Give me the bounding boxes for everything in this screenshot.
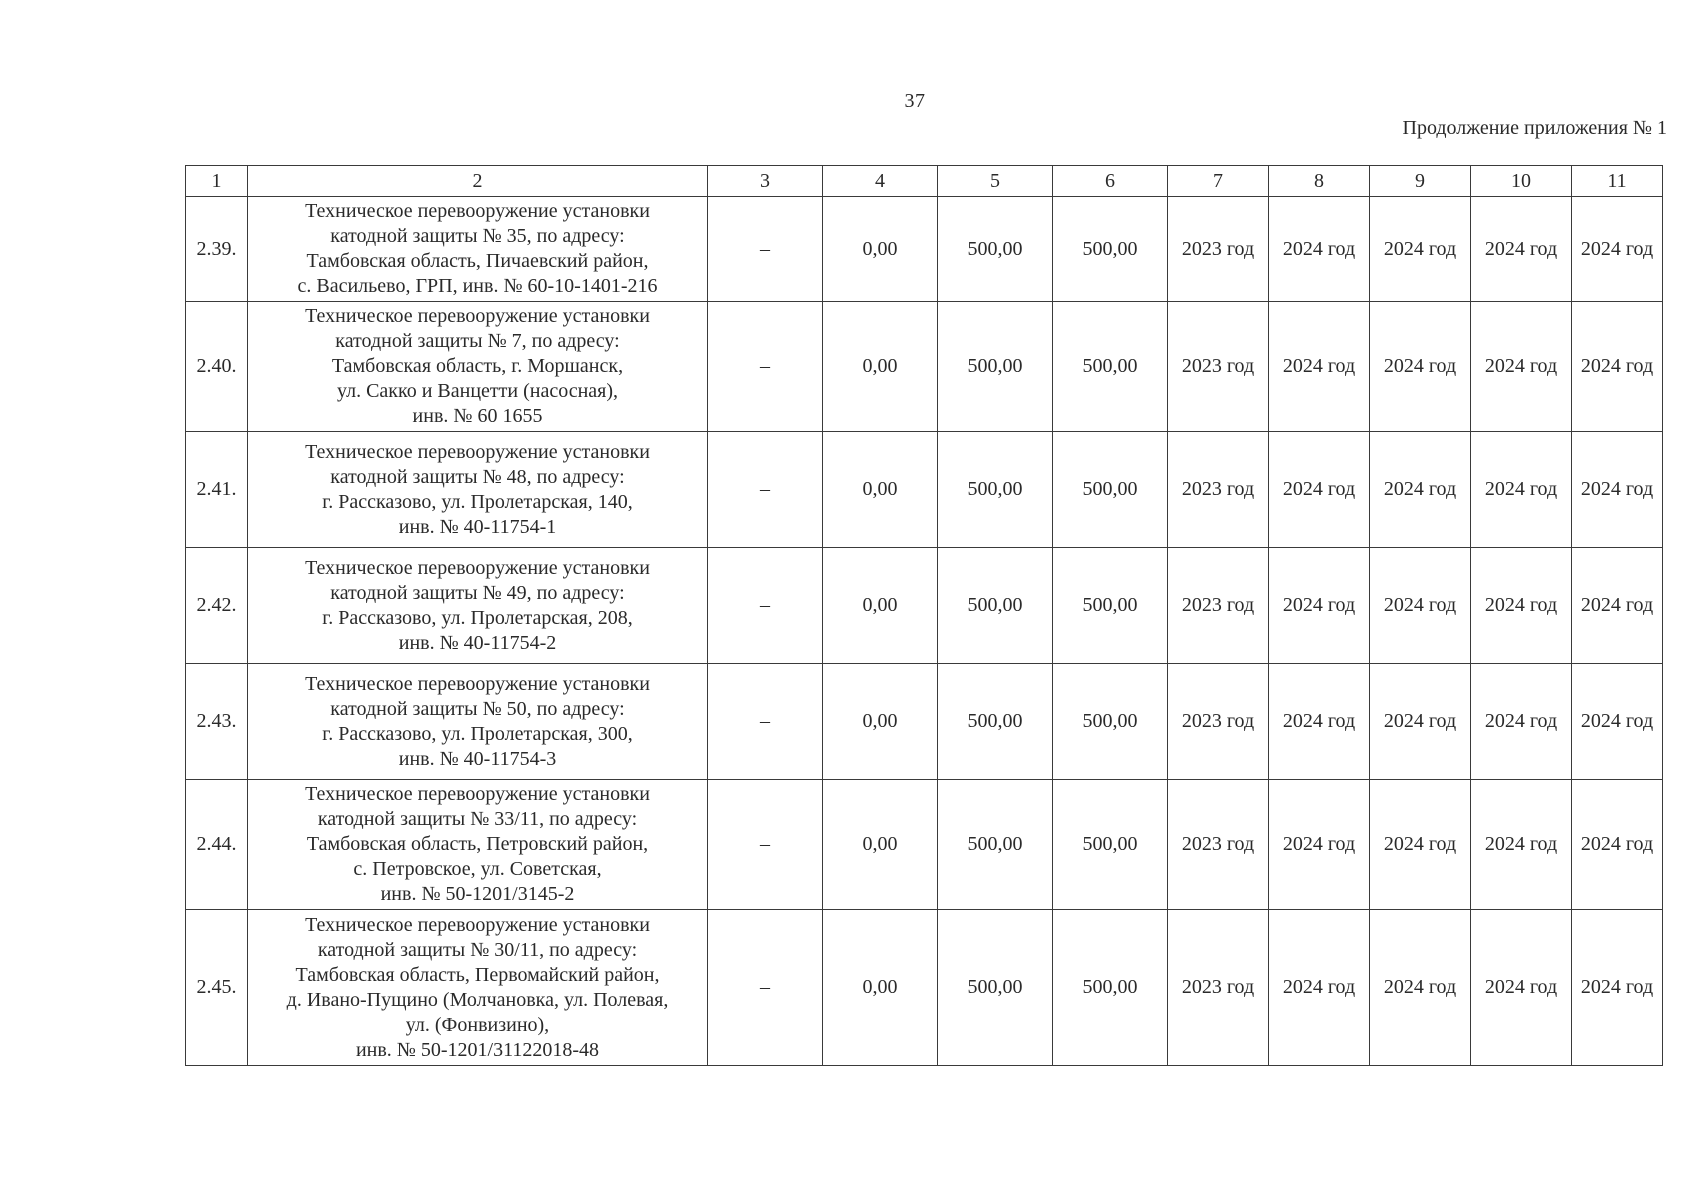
cell-c8: 2024 год xyxy=(1269,548,1370,664)
cell-c5: 500,00 xyxy=(938,780,1053,910)
cell-c5: 500,00 xyxy=(938,197,1053,302)
cell-c9: 2024 год xyxy=(1370,780,1471,910)
cell-c10: 2024 год xyxy=(1471,197,1572,302)
table-row xyxy=(186,197,1663,302)
description-line: инв. № 40-11754-2 xyxy=(398,631,557,654)
description-line: Техническое перевооружение установки xyxy=(305,672,650,695)
cell-c9: 2024 год xyxy=(1370,432,1471,548)
continuation-label: Продолжение приложения № 1 xyxy=(1402,117,1667,139)
cell-c4: 0,00 xyxy=(823,910,938,1066)
column-header-9: 9 xyxy=(1370,166,1471,197)
description-line: инв. № 60 1655 xyxy=(412,405,543,427)
cell-c3: – xyxy=(708,780,823,910)
column-header-4: 4 xyxy=(823,166,938,197)
description-line: катодной защиты № 48, по адресу: xyxy=(330,465,625,488)
cell-c9: 2024 год xyxy=(1370,664,1471,780)
row-description xyxy=(248,432,708,548)
description-line: с. Петровское, ул. Советская, xyxy=(353,858,602,880)
cell-c11: 2024 год xyxy=(1572,432,1663,548)
description-line: Техническое перевооружение установки xyxy=(305,200,650,222)
row-description xyxy=(248,197,708,302)
description-line: с. Васильево, ГРП, инв. № 60-10-1401-216 xyxy=(297,275,658,297)
cell-c4: 0,00 xyxy=(823,197,938,302)
cell-c7: 2023 год xyxy=(1168,197,1269,302)
row-description xyxy=(248,548,708,664)
description-line: катодной защиты № 50, по адресу: xyxy=(330,697,625,720)
table-row xyxy=(186,548,1663,664)
cell-c3: – xyxy=(708,302,823,432)
cell-c9: 2024 год xyxy=(1370,548,1471,664)
description-line: катодной защиты № 33/11, по адресу: xyxy=(317,808,638,830)
cell-c5: 500,00 xyxy=(938,548,1053,664)
row-description xyxy=(248,664,708,780)
cell-c8: 2024 год xyxy=(1269,910,1370,1066)
cell-c5: 500,00 xyxy=(938,910,1053,1066)
column-header-3: 3 xyxy=(708,166,823,197)
cell-c8: 2024 год xyxy=(1269,197,1370,302)
description-line: инв. № 50-1201/31122018-48 xyxy=(355,1038,600,1061)
column-header-1: 1 xyxy=(186,166,248,197)
description-line: ул. (Фонвизино), xyxy=(405,1013,550,1036)
table-body xyxy=(186,197,1663,1066)
column-header-11: 11 xyxy=(1572,166,1663,197)
description-line: Техническое перевооружение установки xyxy=(305,305,650,327)
cell-c11: 2024 год xyxy=(1572,910,1663,1066)
cell-c6: 500,00 xyxy=(1053,432,1168,548)
cell-c8: 2024 год xyxy=(1269,780,1370,910)
description-line: д. Ивано-Пущино (Молчановка, ул. Полевая, xyxy=(286,988,669,1011)
cell-c5: 500,00 xyxy=(938,302,1053,432)
description-line: ул. Сакко и Ванцетти (насосная), xyxy=(336,380,619,402)
cell-c9: 2024 год xyxy=(1370,197,1471,302)
cell-c4: 0,00 xyxy=(823,548,938,664)
cell-c6: 500,00 xyxy=(1053,664,1168,780)
column-header-5: 5 xyxy=(938,166,1053,197)
cell-c10: 2024 год xyxy=(1471,664,1572,780)
cell-c7: 2023 год xyxy=(1168,664,1269,780)
cell-c6: 500,00 xyxy=(1053,548,1168,664)
table-row xyxy=(186,302,1663,432)
description-line: г. Рассказово, ул. Пролетарская, 140, xyxy=(322,490,633,513)
description-line: г. Рассказово, ул. Пролетарская, 300, xyxy=(322,722,633,745)
cell-c8: 2024 год xyxy=(1269,664,1370,780)
row-description xyxy=(248,910,708,1066)
cell-c7: 2023 год xyxy=(1168,302,1269,432)
column-header-7: 7 xyxy=(1168,166,1269,197)
cell-c11: 2024 год xyxy=(1572,548,1663,664)
page-number: 37 xyxy=(904,90,926,112)
cell-c7: 2023 год xyxy=(1168,432,1269,548)
row-number: 2.44. xyxy=(186,780,248,910)
row-description xyxy=(248,780,708,910)
cell-c5: 500,00 xyxy=(938,664,1053,780)
column-header-10: 10 xyxy=(1471,166,1572,197)
cell-c4: 0,00 xyxy=(823,780,938,910)
description-line: г. Рассказово, ул. Пролетарская, 208, xyxy=(322,606,633,629)
cell-c9: 2024 год xyxy=(1370,302,1471,432)
cell-c6: 500,00 xyxy=(1053,910,1168,1066)
description-line: Техническое перевооружение установки xyxy=(305,440,650,463)
row-number: 2.43. xyxy=(186,664,248,780)
row-number: 2.39. xyxy=(186,197,248,302)
data-table xyxy=(185,165,1663,1066)
cell-c10: 2024 год xyxy=(1471,910,1572,1066)
column-header-6: 6 xyxy=(1053,166,1168,197)
table-row xyxy=(186,780,1663,910)
cell-c8: 2024 год xyxy=(1269,302,1370,432)
cell-c10: 2024 год xyxy=(1471,302,1572,432)
cell-c6: 500,00 xyxy=(1053,302,1168,432)
header-row xyxy=(186,166,1663,197)
description-line: Тамбовская область, Первомайский район, xyxy=(295,963,660,986)
description-line: катодной защиты № 35, по адресу: xyxy=(330,225,625,247)
cell-c8: 2024 год xyxy=(1269,432,1370,548)
cell-c3: – xyxy=(708,432,823,548)
cell-c3: – xyxy=(708,548,823,664)
description-line: катодной защиты № 30/11, по адресу: xyxy=(317,938,638,961)
cell-c4: 0,00 xyxy=(823,664,938,780)
row-number: 2.40. xyxy=(186,302,248,432)
cell-c10: 2024 год xyxy=(1471,780,1572,910)
cell-c6: 500,00 xyxy=(1053,780,1168,910)
cell-c3: – xyxy=(708,197,823,302)
cell-c9: 2024 год xyxy=(1370,910,1471,1066)
cell-c4: 0,00 xyxy=(823,432,938,548)
column-header-8: 8 xyxy=(1269,166,1370,197)
table-row xyxy=(186,432,1663,548)
cell-c11: 2024 год xyxy=(1572,780,1663,910)
description-line: Тамбовская область, Пичаевский район, xyxy=(306,250,649,272)
cell-c7: 2023 год xyxy=(1168,780,1269,910)
description-line: Техническое перевооружение установки xyxy=(305,783,650,805)
cell-c3: – xyxy=(708,910,823,1066)
table-row xyxy=(186,910,1663,1066)
row-number: 2.41. xyxy=(186,432,248,548)
cell-c10: 2024 год xyxy=(1471,548,1572,664)
row-number: 2.42. xyxy=(186,548,248,664)
description-line: катодной защиты № 7, по адресу: xyxy=(335,330,620,352)
row-number: 2.45. xyxy=(186,910,248,1066)
description-line: Тамбовская область, г. Моршанск, xyxy=(331,355,624,377)
cell-c7: 2023 год xyxy=(1168,910,1269,1066)
description-line: катодной защиты № 49, по адресу: xyxy=(330,581,625,604)
description-line: Тамбовская область, Петровский район, xyxy=(306,833,649,855)
cell-c4: 0,00 xyxy=(823,302,938,432)
description-line: Техническое перевооружение установки xyxy=(305,913,650,936)
row-description xyxy=(248,302,708,432)
cell-c11: 2024 год xyxy=(1572,302,1663,432)
description-line: инв. № 40-11754-3 xyxy=(398,747,557,770)
cell-c3: – xyxy=(708,664,823,780)
description-line: инв. № 40-11754-1 xyxy=(398,515,557,538)
cell-c5: 500,00 xyxy=(938,432,1053,548)
column-header-2: 2 xyxy=(248,166,708,197)
table-row xyxy=(186,664,1663,780)
cell-c11: 2024 год xyxy=(1572,664,1663,780)
description-line: инв. № 50-1201/3145-2 xyxy=(380,883,575,905)
cell-c6: 500,00 xyxy=(1053,197,1168,302)
cell-c11: 2024 год xyxy=(1572,197,1663,302)
cell-c7: 2023 год xyxy=(1168,548,1269,664)
cell-c10: 2024 год xyxy=(1471,432,1572,548)
description-line: Техническое перевооружение установки xyxy=(305,556,650,579)
